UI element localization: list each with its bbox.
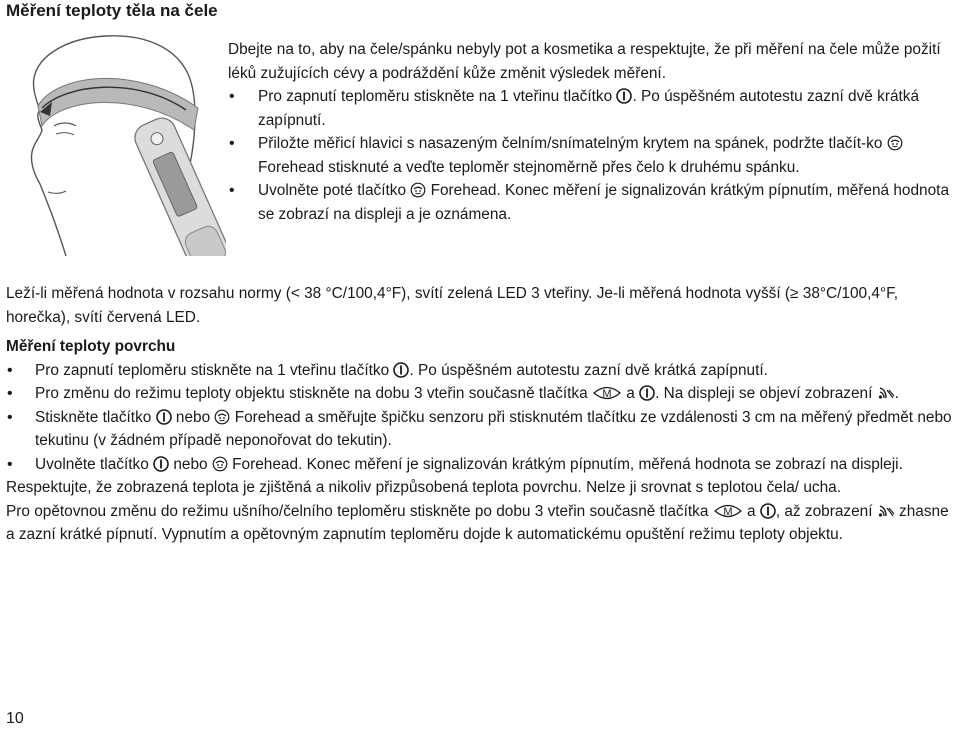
- section-heading: Měření teploty povrchu: [6, 338, 176, 355]
- forehead-button-icon: [410, 182, 426, 198]
- list-item: • Uvolněte poté tlačítko Forehead. Konec měření je signalizován krátkým pípnutím, měřená hodnota se zobrazí na displeji a je oznámena.: [228, 179, 956, 226]
- power-icon: [760, 503, 776, 519]
- forehead-button-icon: [887, 135, 903, 151]
- list-item: • Pro zapnutí teploměru stiskněte na 1 vteřinu tlačítko . Po úspěšném autotestu zazní dvě krátká zapípnutí.: [228, 85, 956, 132]
- intro-lead: Dbejte na to, aby na čele/spánku nebyly pot a kosmetika a respektujte, že při měření na čele může požití léků zužujících cévy a podráždění kůže změnit výsledek měření.: [228, 41, 941, 82]
- normal-range-paragraph: Leží-li měřená hodnota v rozsahu normy (< 38 °C/100,4°F), svítí zelená LED 3 vteřiny. Je-li měřená hodnota vyšší (≥ 38°C/100,4°F, horečka), svítí červená LED.: [6, 285, 899, 326]
- power-icon: [156, 409, 172, 425]
- memory-button-icon: [592, 385, 622, 401]
- memory-button-icon: [713, 503, 743, 519]
- power-icon: [616, 88, 632, 104]
- object-mode-icon: [877, 503, 895, 519]
- surface-bullet-list: [6, 359, 956, 477]
- switch-back-paragraph: Pro opětovnou změnu do režimu ušního/čelního teploměru stiskněte po dobu 3 vteřin současně tlačítka M a , až zobrazení zhasne a zazní krátké pípnutí. Vypnutím a opětovným zapnutím teploměru dojde k automatickému opuštění režimu teploty objektu.: [6, 502, 949, 543]
- power-icon: [639, 385, 655, 401]
- forehead-button-icon: [214, 409, 230, 425]
- list-item: • Pro zapnutí teploměru stiskněte na 1 vteřinu tlačítko . Po úspěšném autotestu zazní dvě krátká zapípnutí.: [6, 359, 956, 383]
- object-mode-icon: [877, 385, 895, 401]
- main-text: [6, 282, 956, 547]
- power-icon: [153, 456, 169, 472]
- list-item: • Uvolněte tlačítko nebo Forehead. Konec měření je signalizován krátkým pípnutím, měřená hodnota se zobrazí na displeji.: [6, 453, 956, 477]
- intro-bullet-list: [228, 85, 956, 226]
- forehead-button-icon: [212, 456, 228, 472]
- page-number: 10: [6, 710, 24, 727]
- svg-text:M: M: [602, 388, 612, 400]
- svg-text:M: M: [723, 505, 733, 518]
- surface-note-paragraph: Respektujte, že zobrazená teplota je zjištěná a nikoliv přizpůsobená teplota povrchu. Nelze ji srovnat s teplotou čela/ ucha.: [6, 479, 842, 496]
- list-item: • Stiskněte tlačítko nebo Forehead a směřujte špičku senzoru při stisknutém tlačítku ze vzdálenosti 3 cm na měřený předmět nebo tekutinu (v žádném případě neponořovat do tekutin).: [6, 406, 956, 453]
- list-item: • Pro změnu do režimu teploty objektu stiskněte na dobu 3 vteřin současně tlačítka M a . Na displeji se objeví zobrazení .: [6, 382, 956, 406]
- forehead-measurement-illustration: [26, 34, 226, 256]
- intro-section: [228, 38, 956, 226]
- power-icon: [393, 362, 409, 378]
- page-title: Měření teploty těla na čele: [6, 1, 218, 20]
- list-item: • Přiložte měřicí hlavici s nasazeným čelním/snímatelným krytem na spánek, podržte tlačít-ko Forehead stisknuté a veďte teploměr stejnoměrně přes čelo k druhému spánku.: [228, 132, 956, 179]
